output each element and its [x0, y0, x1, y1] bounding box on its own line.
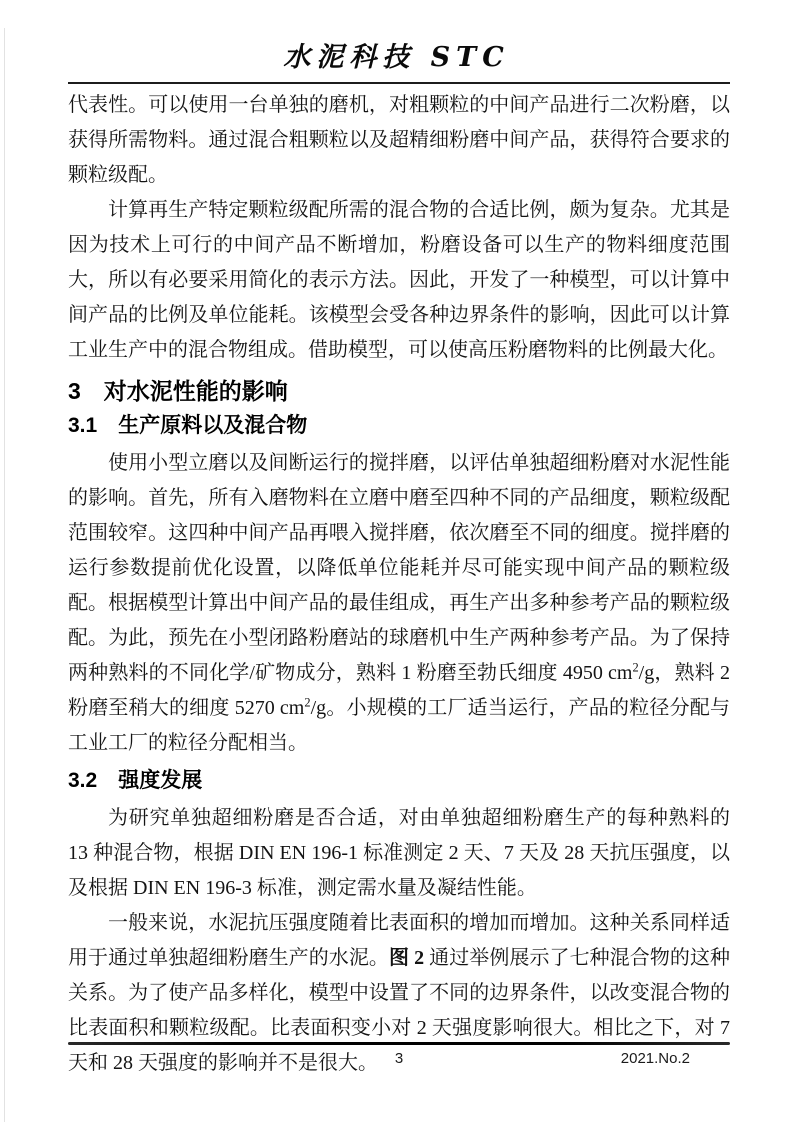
paragraph-strength-testing: 为研究单独超细粉磨是否合适，对由单独超细粉磨生产的每种熟料的 13 种混合物，根据 DIN EN 196-1 标准测定 2 天、7 天及 28 天抗压强度，以及根据 DIN EN 196-3 标准，测定需水量及凝结性能。	[68, 807, 730, 899]
page-number: 3	[394, 1050, 404, 1067]
issue-label: 2021.No.2	[620, 1050, 690, 1067]
section-3-heading: 3 对水泥性能的影响	[68, 378, 288, 404]
journal-title: 水泥科技 STC	[283, 42, 510, 73]
page-footer	[68, 1042, 730, 1070]
paragraph-raw-materials: 使用小型立磨以及间断运行的搅拌磨，以评估单独超细粉磨对水泥性能的影响。首先，所有入磨物料在立磨中磨至四种不同的产品细度，颗粒级配范围较窄。这四种中间产品再喂入搅拌磨，依次磨至不同的细度。搅拌磨的运行参数提前优化设置，以降低单位能耗并尽可能实现中间产品的颗粒级配。根据模型计算出中间产品的最佳组成，再生产出多种参考产品的颗粒级配。为此，预先在小型闭路粉磨站的球磨机中生产两种参考产品。为了保持两种熟料的不同化学/矿物成分，熟料 1 粉磨至勃氏细度 4950 $cm^2/g$，熟料 2 粉磨至稍大的细度 5270 $cm^2/g$。小规模的工厂适当运行，产品的粒径分配与工业工厂的粒径分配相当。	[68, 452, 730, 754]
header-rule	[68, 82, 730, 84]
paragraph-continuation: 代表性。可以使用一台单独的磨机，对粗颗粒的中间产品进行二次粉磨，以获得所需物料。通过混合粗颗粒以及超精细粉磨中间产品，获得符合要求的颗粒级配。	[68, 94, 730, 186]
footer-rule	[68, 1042, 730, 1045]
paragraph-model-description: 计算再生产特定颗粒级配所需的混合物的合适比例，颇为复杂。尤其是因为技术上可行的中间产品不断增加，粉磨设备可以生产的物料细度范围大，所以有必要采用简化的表示方法。因此，开发了一种模型，可以计算中间产品的比例及单位能耗。该模型会受各种边界条件的影响，因此可以计算工业生产中的混合物组成。借助模型，可以使高压粉磨物料的比例最大化。	[68, 199, 730, 361]
section-3-2-heading: 3.2 强度发展	[68, 769, 203, 792]
footer-row	[68, 1050, 730, 1070]
document-body	[68, 88, 730, 1081]
page-header	[0, 0, 793, 76]
scanned-page-edge-artifact	[4, 28, 5, 1122]
paragraph-strength-relation: 一般来说，水泥抗压强度随着比表面积的增加而增加。这种关系同样适用于通过单独超细粉磨生产的水泥。图 2 通过举例展示了七种混合物的这种关系。为了使产品多样化，模型中设置了不同的边界条件，以改变混合物的比表面积和颗粒级配。比表面积变小对 2 天强度影响很大。相比之下，对 7 天和 28 天强度的影响并不是很大。	[68, 912, 731, 1074]
section-3-1-heading: 3.1 生产原料以及混合物	[68, 414, 308, 437]
